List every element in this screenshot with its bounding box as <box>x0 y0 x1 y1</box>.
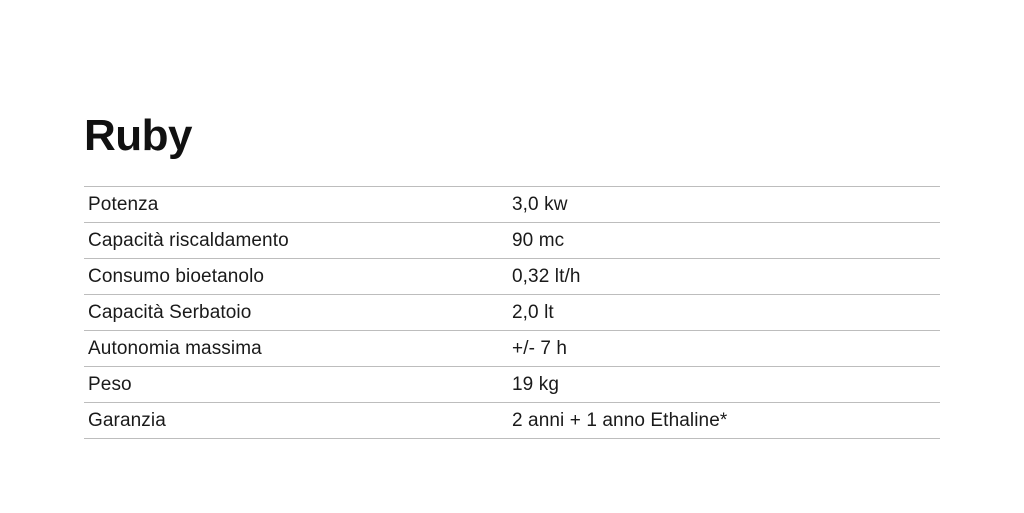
spec-value: 19 kg <box>508 367 940 403</box>
table-row <box>84 223 940 259</box>
spec-label: Capacità Serbatoio <box>84 295 508 331</box>
spec-label: Potenza <box>84 187 508 223</box>
spec-value: 2 anni + 1 anno Ethaline* <box>508 403 940 439</box>
table-row <box>84 367 940 403</box>
table-row <box>84 259 940 295</box>
spec-label: Capacità riscaldamento <box>84 223 508 259</box>
table-row <box>84 331 940 367</box>
spec-label: Peso <box>84 367 508 403</box>
spec-value: 0,32 lt/h <box>508 259 940 295</box>
spec-value: 90 mc <box>508 223 940 259</box>
spec-label: Consumo bioetanolo <box>84 259 508 295</box>
spec-value: +/- 7 h <box>508 331 940 367</box>
spec-value: 3,0 kw <box>508 187 940 223</box>
table-row <box>84 403 940 439</box>
specifications-table-body <box>84 187 940 439</box>
table-row <box>84 187 940 223</box>
spec-label: Autonomia massima <box>84 331 508 367</box>
spec-label: Garanzia <box>84 403 508 439</box>
table-row <box>84 295 940 331</box>
specifications-table <box>84 186 940 439</box>
page-title: Ruby <box>84 111 192 160</box>
spec-value: 2,0 lt <box>508 295 940 331</box>
